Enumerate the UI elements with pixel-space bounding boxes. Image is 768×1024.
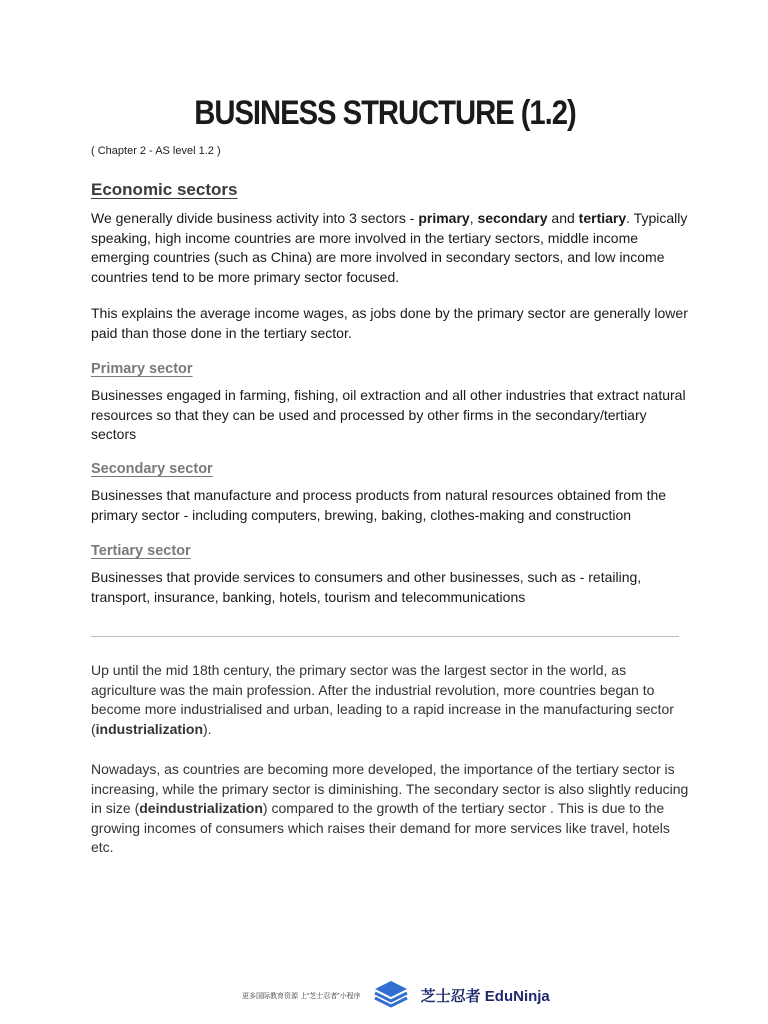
term-deindustrialization: deindustrialization [139,800,263,816]
nowadays-paragraph [91,760,691,858]
history-paragraph [91,661,691,739]
page-title: BUSINESS STRUCTURE (1.2) [194,94,576,132]
secondary-sector-text: Businesses that manufacture and process products from natural resources obtained from the primary sector - including computers, brewing, baking, clothes-making and construction [91,487,667,523]
tertiary-sector-text: Businesses that provide services to consumers and other businesses, such as - retailing, transport, insurance, banking, hotels, tourism and telecommunications [91,569,642,605]
intro-lead: We generally divide business activity into 3 sectors - [91,210,419,226]
nowadays-tail: ) compared to the growth of the tertiary sector . This is due to the growing incomes of consumers which raises their demand for more services like travel, hotels etc. [91,800,670,855]
term-tertiary: tertiary [578,210,627,226]
heading-tertiary-sector: Tertiary sector [91,543,191,559]
intro-paragraph [91,209,691,287]
heading-secondary-sector: Secondary sector [91,461,213,477]
horizontal-divider [91,636,679,637]
income-paragraph: This explains the average income wages, as jobs done by the primary sector are generally lower paid than those done in the tertiary sector. [91,305,688,341]
term-secondary: secondary [477,210,548,226]
footer-watermark [242,978,550,1013]
term-primary: primary [418,210,470,226]
footer-note: 更多国际教育资源 上“芝士忍者”小程序 [242,992,361,1000]
primary-sector-text: Businesses engaged in farming, fishing, oil extraction and all other industries that extract natural resources so that they can be used and processed by other firms in the secondary/tertiary sectors [91,387,686,442]
history-lead: Up until the mid 18th century, the primary sector was the largest sector in the world, as agriculture was the main profession. After the industrial revolution, more countries began to become more industrialised and urban, leading to a rapid increase in the manufacturing sector ( [91,662,674,737]
intro-comma: , [469,210,478,226]
nowadays-lead: Nowadays, as countries are becoming more developed, the importance of the tertiary sector is increasing, while the primary sector is diminishing. The secondary sector is also slightly reducing in size ( [91,761,689,816]
footer-brand: 芝士忍者 EduNinja [420,988,550,1005]
intro-and: and [547,210,579,226]
heading-primary-sector: Primary sector [91,361,193,377]
history-tail: ). [203,720,212,737]
stacked-layers-logo-icon [371,978,411,1013]
term-industrialization: industrialization [95,720,204,737]
section-heading-economic-sectors: Economic sectors [91,180,238,199]
intro-rest: . Typically speaking, high income countries are more involved in the tertiary sectors, middle income emerging countries (such as China) are more involved in secondary sectors, and low income countries tend to be more primary sector focused. [91,210,688,285]
chapter-subtitle: ( Chapter 2 - AS level 1.2 ) [91,145,221,157]
